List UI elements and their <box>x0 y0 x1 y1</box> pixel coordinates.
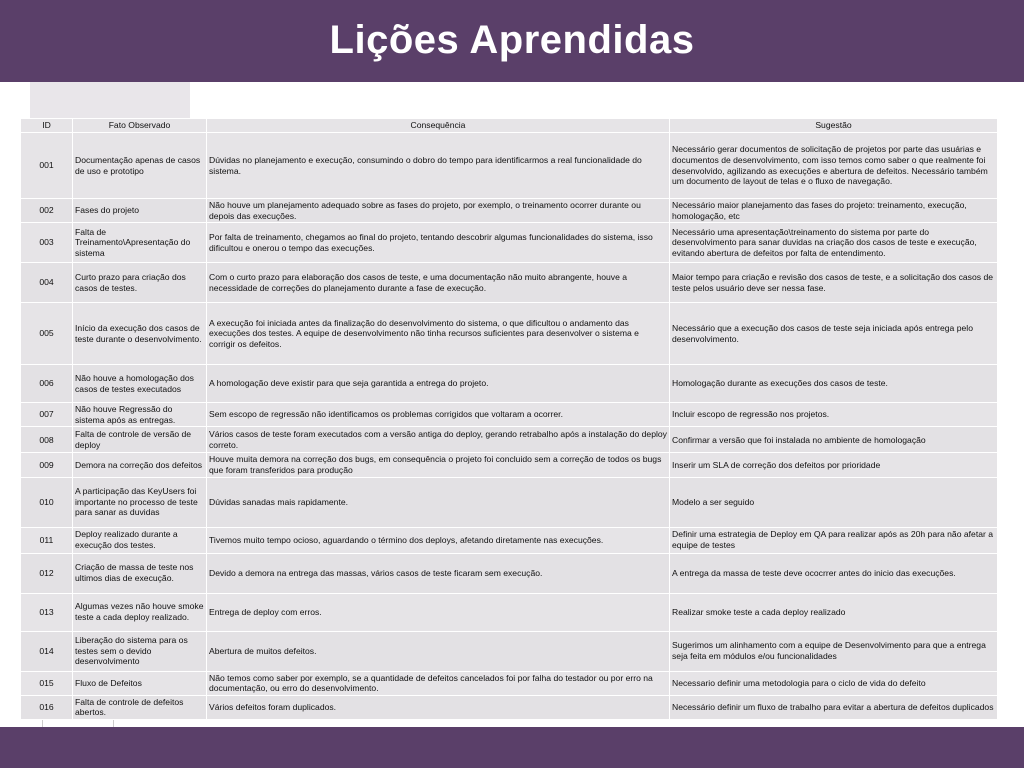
cell-sugestao: Maior tempo para criação e revisão dos casos de teste, e a solicitação dos casos de teste pelos usuário deve ser nessa fase. <box>670 263 998 303</box>
cell-sugestao: Homologação durante as execuções dos casos de teste. <box>670 365 998 403</box>
cell-sugestao: Realizar smoke teste a cada deploy realizado <box>670 593 998 631</box>
header-sugestao: Sugestão <box>670 119 998 133</box>
cell-consequencia: Com o curto prazo para elaboração dos casos de teste, e uma documentação não muito abrangente, houve a necessidade de correções do planejamento durante a fase de execução. <box>207 263 670 303</box>
cell-consequencia: Abertura de muitos defeitos. <box>207 631 670 671</box>
header-consequencia: Consequência <box>207 119 670 133</box>
cell-id: 013 <box>21 593 73 631</box>
cell-consequencia: Tivemos muito tempo ocioso, aguardando o término dos deploys, afetando diretamente nas execuções. <box>207 527 670 553</box>
cell-fato: Fluxo de Defeitos <box>73 671 207 695</box>
cell-sugestao: Inserir um SLA de correção dos defeitos por prioridade <box>670 453 998 477</box>
slide-header <box>0 0 1024 82</box>
cell-fato: Deploy realizado durante a execução dos testes. <box>73 527 207 553</box>
table-row <box>21 631 998 671</box>
table-header-row <box>21 119 998 133</box>
table-body <box>21 133 998 720</box>
cell-consequencia: Não temos como saber por exemplo, se a quantidade de defeitos cancelados foi por falha do testador ou por erro na documentação, ou erro do desenvolvimento. <box>207 671 670 695</box>
cell-id: 010 <box>21 477 73 527</box>
cell-consequencia: Vários casos de teste foram executados com a versão antiga do deploy, gerando retrabalho após a instalação do deploy correto. <box>207 427 670 453</box>
cell-id: 015 <box>21 671 73 695</box>
cell-sugestao: Necessário que a execução dos casos de teste seja iniciada após entrega pelo desenvolvimento. <box>670 303 998 365</box>
cell-sugestao: Necessário definir um fluxo de trabalho para evitar a abertura de defeitos duplicados <box>670 695 998 719</box>
cell-fato: Documentação apenas de casos de uso e prototipo <box>73 133 207 199</box>
cell-fato: Falta de Treinamento\Apresentação do sistema <box>73 223 207 263</box>
cell-fato: Fases do projeto <box>73 199 207 223</box>
table-row <box>21 223 998 263</box>
cell-id: 011 <box>21 527 73 553</box>
cell-id: 008 <box>21 427 73 453</box>
cell-consequencia: Devido a demora na entrega das massas, vários casos de teste ficaram sem execução. <box>207 553 670 593</box>
table-row <box>21 527 998 553</box>
cell-id: 001 <box>21 133 73 199</box>
cell-id: 006 <box>21 365 73 403</box>
cell-fato: Falta de controle de defeitos abertos. <box>73 695 207 719</box>
cell-sugestao: Confirmar a versão que foi instalada no ambiente de homologação <box>670 427 998 453</box>
cell-fato: Curto prazo para criação dos casos de testes. <box>73 263 207 303</box>
cell-fato: Não houve a homologação dos casos de testes executados <box>73 365 207 403</box>
table-row <box>21 695 998 719</box>
table-row <box>21 133 998 199</box>
cell-consequencia: A execução foi iniciada antes da finalização do desenvolvimento do sistema, o que dificultou o andamento das execuções dos testes. A equipe de desenvolvimento não tinha recursos suficientes para desenvolver o sistema e corrigir os defeitos. <box>207 303 670 365</box>
cell-sugestao: Necessário uma apresentação\treinamento do sistema por parte do desenvolvimento para sanar duvidas na criação dos casos de teste e execução, evitando abertura de defeitos por falta de entendimento. <box>670 223 998 263</box>
cell-id: 002 <box>21 199 73 223</box>
table-row <box>21 671 998 695</box>
cell-fato: Criação de massa de teste nos ultimos dias de execução. <box>73 553 207 593</box>
cell-id: 016 <box>21 695 73 719</box>
cell-consequencia: Dúvidas sanadas mais rapidamente. <box>207 477 670 527</box>
cell-consequencia: Entrega de deploy com erros. <box>207 593 670 631</box>
lessons-table <box>20 118 998 720</box>
cell-sugestao: Sugerimos um alinhamento com a equipe de Desenvolvimento para que a entrega seja feita em módulos e/ou funcionalidades <box>670 631 998 671</box>
table-row <box>21 477 998 527</box>
table-row <box>21 593 998 631</box>
cell-sugestao: A entrega da massa de teste deve ococrrer antes do inicio das execuções. <box>670 553 998 593</box>
cell-sugestao: Necessário gerar documentos de solicitação de projetos por parte das usuárias e documentos de desenvolvimento, com isso temos como saber o que realmente foi desenvolvido, agilizando as execuções e abertura de defeitos. Necessário também um documento de layout de telas e o fluxo de navegação. <box>670 133 998 199</box>
table-row <box>21 199 998 223</box>
table-row <box>21 403 998 427</box>
table-row <box>21 303 998 365</box>
table-row <box>21 427 998 453</box>
cell-consequencia: A homologação deve existir para que seja garantida a entrega do projeto. <box>207 365 670 403</box>
cell-sugestao: Necessario definir uma metodologia para o ciclo de vida do defeito <box>670 671 998 695</box>
cell-consequencia: Por falta de treinamento, chegamos ao final do projeto, tentando descobrir algumas funcionalidades do sistema, isso dificultou e onerou o tempo das execuções. <box>207 223 670 263</box>
cell-fato: A participação das KeyUsers foi importante no processo de teste para sanar as duvidas <box>73 477 207 527</box>
cell-id: 003 <box>21 223 73 263</box>
table-row <box>21 553 998 593</box>
cell-sugestao: Necessário maior planejamento das fases do projeto: treinamento, execução, homologação, etc <box>670 199 998 223</box>
cell-id: 014 <box>21 631 73 671</box>
cell-fato: Algumas vezes não houve smoke teste a cada deploy realizado. <box>73 593 207 631</box>
slide-title: Lições Aprendidas <box>329 18 695 62</box>
cell-sugestao: Incluir escopo de regressão nos projetos. <box>670 403 998 427</box>
cell-id: 005 <box>21 303 73 365</box>
cell-sugestao: Modelo a ser seguido <box>670 477 998 527</box>
header-id: ID <box>21 119 73 133</box>
cell-fato: Não houve Regressão do sistema após as entregas. <box>73 403 207 427</box>
cell-consequencia: Não houve um planejamento adequado sobre as fases do projeto, por exemplo, o treinamento ocorrer durante ou depois das execuções. <box>207 199 670 223</box>
cell-fato: Demora na correção dos defeitos <box>73 453 207 477</box>
cell-id: 007 <box>21 403 73 427</box>
cell-fato: Liberação do sistema para os testes sem o devido desenvolvimento <box>73 631 207 671</box>
header-fato: Fato Observado <box>73 119 207 133</box>
cell-consequencia: Houve muita demora na correção dos bugs, em consequência o projeto foi concluido sem a correção de todos os bugs que foram transferidos para produção <box>207 453 670 477</box>
cell-consequencia: Sem escopo de regressão não identificamos os problemas corrigidos que voltaram a ocorrer. <box>207 403 670 427</box>
cell-consequencia: Dúvidas no planejamento e execução, consumindo o dobro do tempo para identificarmos a real funcionalidade do sistema. <box>207 133 670 199</box>
table-row <box>21 365 998 403</box>
table-row <box>21 263 998 303</box>
cell-sugestao: Definir uma estrategia de Deploy em QA para realizar após as 20h para não afetar a equipe de testes <box>670 527 998 553</box>
slide-footer <box>0 727 1024 768</box>
cell-fato: Falta de controle de versão de deploy <box>73 427 207 453</box>
cell-id: 012 <box>21 553 73 593</box>
cell-id: 009 <box>21 453 73 477</box>
table-row <box>21 453 998 477</box>
cell-fato: Início da execução dos casos de teste durante o desenvolvimento. <box>73 303 207 365</box>
cell-id: 004 <box>21 263 73 303</box>
cell-consequencia: Vários defeitos foram duplicados. <box>207 695 670 719</box>
